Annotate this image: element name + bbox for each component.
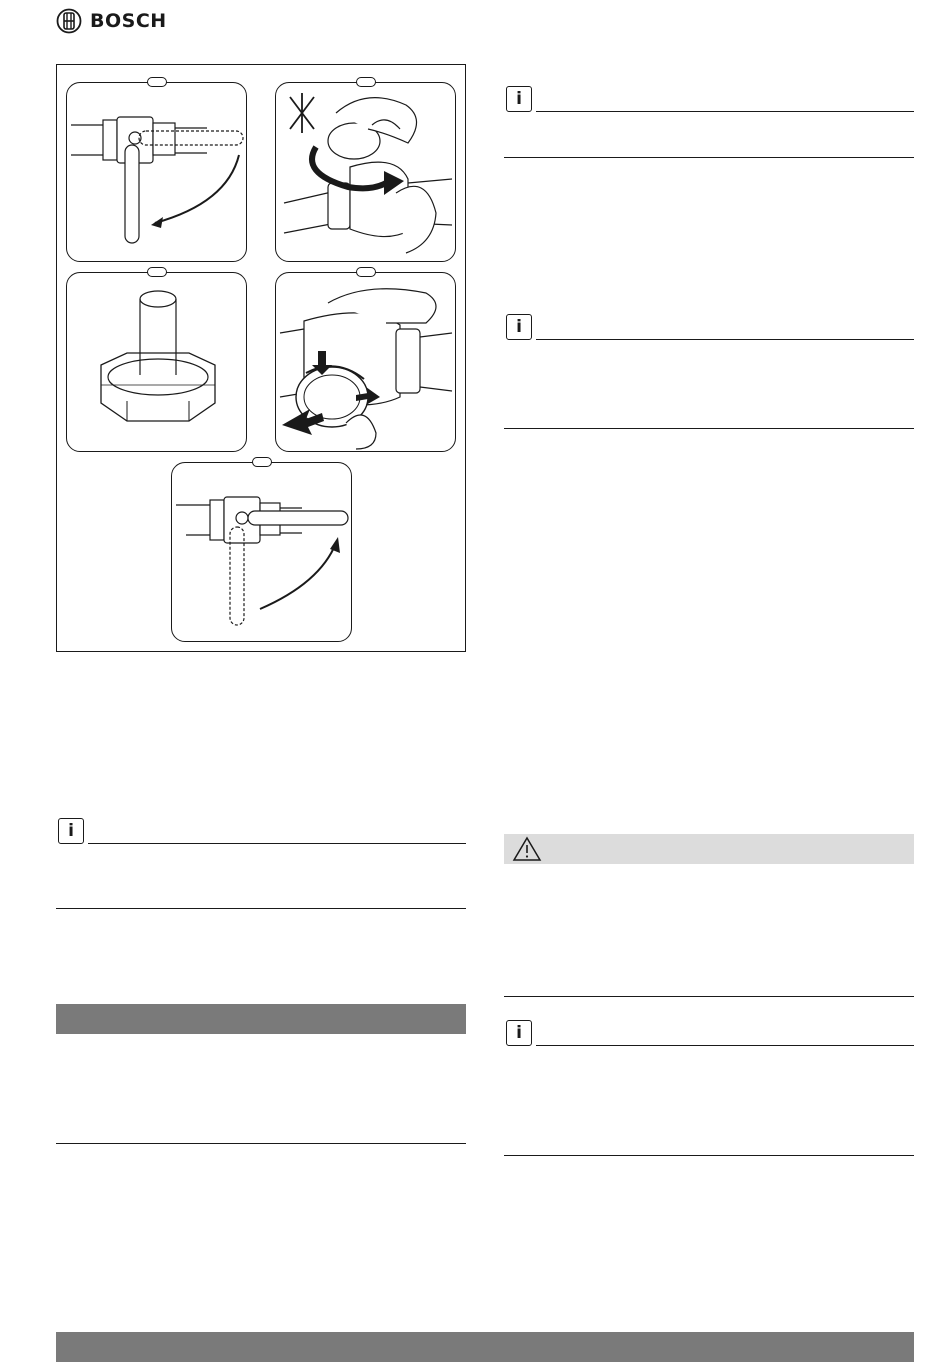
valve-closing-illustration <box>67 83 248 263</box>
info-icon: i <box>506 86 532 112</box>
warning-triangle-icon <box>512 836 542 862</box>
strainer-unscrew-illustration <box>276 83 457 263</box>
strainer-insert-illustration <box>276 273 457 453</box>
notice-rule <box>88 843 466 844</box>
panel-tab <box>147 77 167 87</box>
info-icon: i <box>506 314 532 340</box>
panel-strainer-cap-nut <box>66 272 247 452</box>
notice-rule <box>536 111 914 112</box>
info-icon: i <box>58 818 84 844</box>
no-tool-icon <box>290 93 314 133</box>
warning-rule <box>504 996 914 997</box>
bosch-armature-icon <box>56 8 82 34</box>
panel-valve-closing <box>66 82 247 262</box>
panel-tab <box>356 267 376 277</box>
notice-rule <box>504 157 914 158</box>
panel-tab <box>252 457 272 467</box>
panel-tab <box>356 77 376 87</box>
panel-strainer-cap-unscrew <box>275 82 456 262</box>
notice-rule <box>56 908 466 909</box>
panel-tab <box>147 267 167 277</box>
panel-valve-opening <box>171 462 352 642</box>
warning-header-bar <box>504 834 914 864</box>
strainer-nut-illustration <box>67 273 248 453</box>
section-rule <box>56 1143 466 1144</box>
footer-heading-bar <box>56 1332 914 1362</box>
panel-strainer-insert <box>275 272 456 452</box>
notice-rule <box>504 428 914 429</box>
brand-name: BOSCH <box>90 10 167 32</box>
notice-rule <box>536 1045 914 1046</box>
valve-opening-illustration <box>172 463 353 643</box>
info-icon: i <box>506 1020 532 1046</box>
notice-rule <box>536 339 914 340</box>
brand-logo <box>56 8 167 34</box>
section-heading-bar <box>56 1004 466 1034</box>
notice-rule <box>504 1155 914 1156</box>
